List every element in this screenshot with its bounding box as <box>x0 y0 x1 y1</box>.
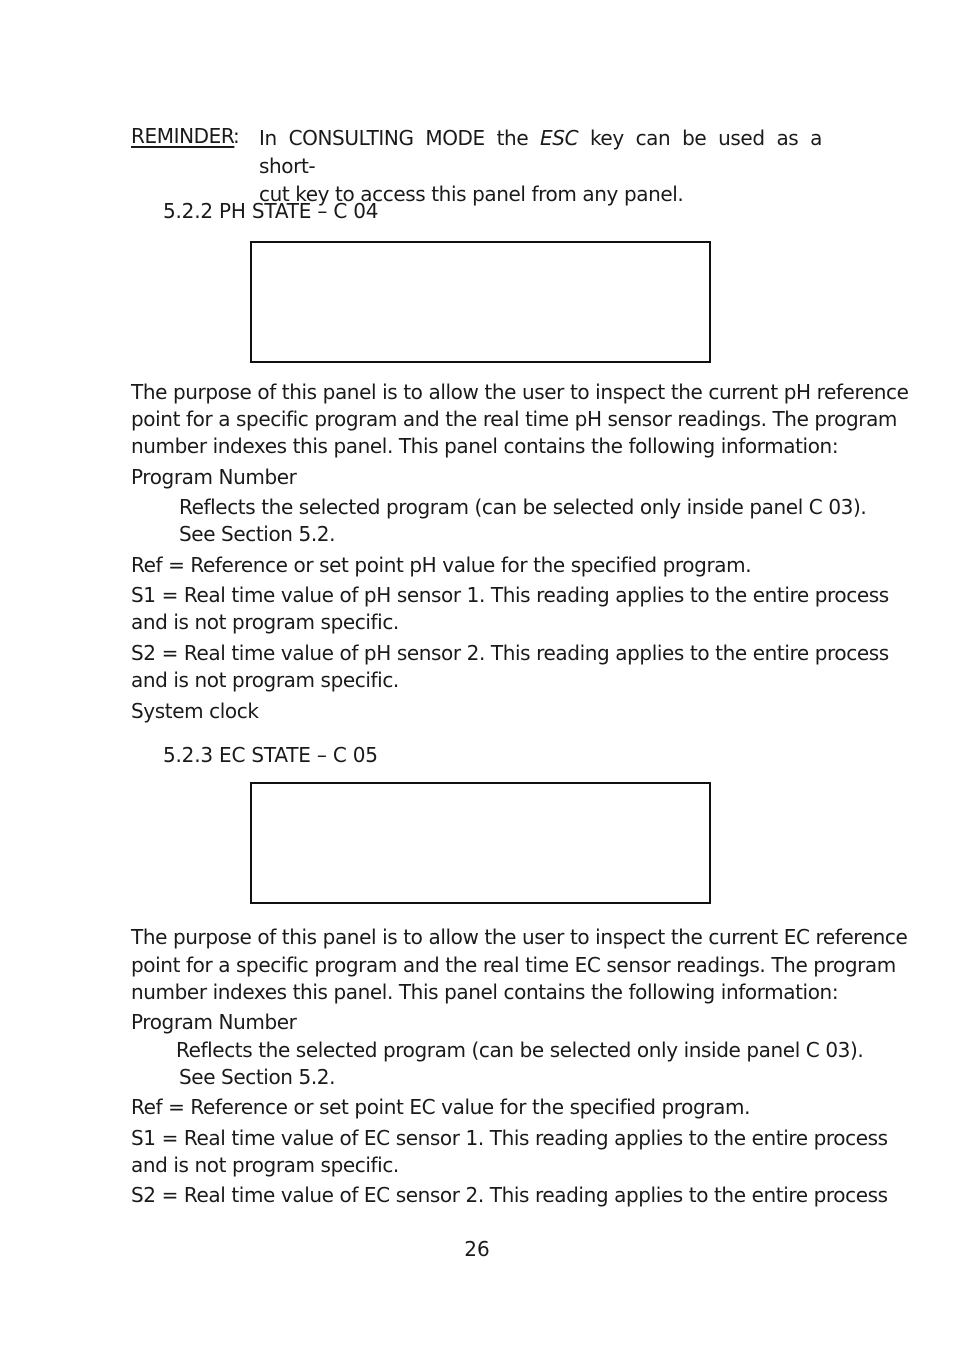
ec-s1-line-2: and is not program specific. <box>131 1153 399 1177</box>
ph-state-panel-box <box>250 241 711 363</box>
ec-state-heading: 5.2.3 EC STATE – C 05 <box>163 743 378 767</box>
ec-ref-line: Ref = Reference or set point EC value for the specified program. <box>131 1095 751 1119</box>
ec-intro-line-2: point for a specific program and the real time EC sensor readings. The program <box>131 953 896 977</box>
ph-program-number-label: Program Number <box>131 465 297 489</box>
ec-program-number-line-1: Reflects the selected program (can be selected only inside panel C 03). <box>176 1038 864 1062</box>
esc-key-text: ESC <box>540 126 579 150</box>
ph-intro-line-1: The purpose of this panel is to allow the user to inspect the current pH reference <box>131 380 909 404</box>
ph-intro-line-2: point for a specific program and the real time pH sensor readings. The program <box>131 407 898 431</box>
ph-s2-line-2: and is not program specific. <box>131 668 399 692</box>
reminder-line-1: In CONSULTING MODE the ESC key can be used as a short- <box>259 126 822 178</box>
ec-intro-line-3: number indexes this panel. This panel contains the following information: <box>131 980 839 1004</box>
ec-program-number-line-2: See Section 5.2. <box>179 1065 336 1089</box>
page-number: 26 <box>464 1237 490 1261</box>
ph-state-heading: 5.2.2 PH STATE – C 04 <box>163 199 379 223</box>
ph-ref-line: Ref = Reference or set point pH value for the specified program. <box>131 553 752 577</box>
reminder-text <box>259 124 822 208</box>
reminder-line-2: cut key to access this panel from any panel. <box>259 182 684 206</box>
ph-s1-line-2: and is not program specific. <box>131 610 399 634</box>
ph-system-clock: System clock <box>131 699 259 723</box>
ph-program-number-line-1: Reflects the selected program (can be selected only inside panel C 03). <box>179 495 867 519</box>
ph-intro-line-3: number indexes this panel. This panel contains the following information: <box>131 434 839 458</box>
ph-program-number-line-2: See Section 5.2. <box>179 522 336 546</box>
ec-state-panel-box <box>250 782 711 904</box>
ph-s1-line-1: S1 = Real time value of pH sensor 1. This reading applies to the entire process <box>131 583 889 607</box>
reminder-colon: : <box>233 124 240 148</box>
ec-s1-line-1: S1 = Real time value of EC sensor 1. This reading applies to the entire process <box>131 1126 888 1150</box>
reminder-label: REMINDER <box>131 124 235 148</box>
ec-program-number-label: Program Number <box>131 1010 297 1034</box>
ec-intro-line-1: The purpose of this panel is to allow the user to inspect the current EC reference <box>131 925 908 949</box>
ph-s2-line-1: S2 = Real time value of pH sensor 2. This reading applies to the entire process <box>131 641 889 665</box>
ec-s2-line-1: S2 = Real time value of EC sensor 2. This reading applies to the entire process <box>131 1183 888 1207</box>
